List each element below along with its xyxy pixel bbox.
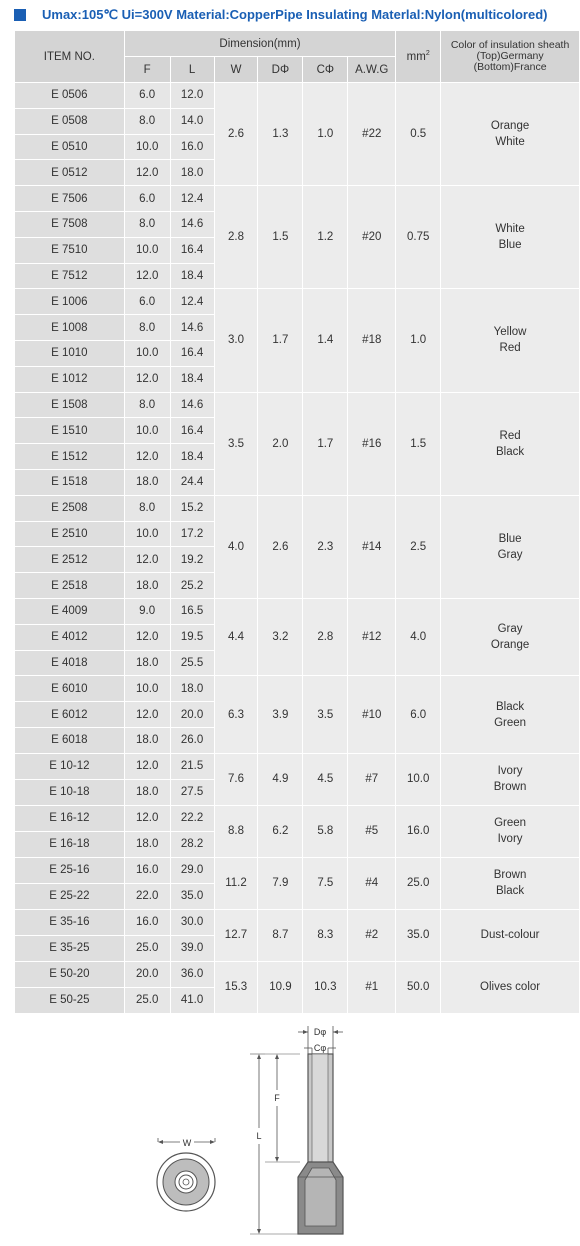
insulation-color-cell — [441, 961, 580, 1013]
item-no-cell: E 25-22 — [15, 883, 125, 909]
spec-table-body — [15, 83, 580, 1014]
w-cell: 6.3 — [214, 676, 258, 753]
item-no-cell: E 1518 — [15, 469, 125, 495]
insulation-color-cell — [441, 857, 580, 909]
d-cell: 8.7 — [258, 909, 303, 961]
awg-cell: #22 — [348, 83, 396, 186]
item-no-cell: E 10-18 — [15, 779, 125, 805]
header-item-no: ITEM NO. — [15, 31, 125, 83]
l-cell: 16.4 — [170, 340, 214, 366]
f-cell: 8.0 — [124, 315, 170, 341]
header-color — [441, 31, 580, 83]
l-cell: 41.0 — [170, 987, 214, 1013]
awg-cell: #2 — [348, 909, 396, 961]
header-f: F — [124, 57, 170, 83]
color-top: Blue — [498, 532, 522, 545]
item-no-cell: E 0510 — [15, 134, 125, 160]
f-cell: 12.0 — [124, 805, 170, 831]
awg-cell: #4 — [348, 857, 396, 909]
f-label: F — [274, 1093, 280, 1103]
table-row — [15, 186, 580, 212]
w-cell: 3.0 — [214, 289, 258, 392]
f-cell: 25.0 — [124, 987, 170, 1013]
f-cell: 10.0 — [124, 134, 170, 160]
d-cell: 1.7 — [258, 289, 303, 392]
f-cell: 6.0 — [124, 289, 170, 315]
l-cell: 35.0 — [170, 883, 214, 909]
color-bottom: Red — [499, 342, 521, 355]
l-cell: 17.2 — [170, 521, 214, 547]
item-no-cell: E 7506 — [15, 186, 125, 212]
table-row — [15, 83, 580, 109]
w-cell: 8.8 — [214, 805, 258, 857]
f-cell: 12.0 — [124, 160, 170, 186]
l-cell: 28.2 — [170, 831, 214, 857]
color-bottom: White — [495, 136, 525, 149]
item-no-cell: E 35-25 — [15, 935, 125, 961]
l-cell: 18.4 — [170, 444, 214, 470]
spec-table — [14, 30, 580, 1014]
insulation-color-cell — [441, 909, 580, 961]
color-top: Gray — [497, 623, 523, 636]
l-cell: 12.4 — [170, 289, 214, 315]
mm2-cell: 1.0 — [396, 289, 441, 392]
l-cell: 12.4 — [170, 186, 214, 212]
w-cell: 15.3 — [214, 961, 258, 1013]
w-cell: 3.5 — [214, 392, 258, 495]
table-row — [15, 857, 580, 883]
c-label: Cφ — [313, 1043, 327, 1053]
c-cell: 2.8 — [303, 598, 348, 675]
f-cell: 16.0 — [124, 909, 170, 935]
mm2-cell: 2.5 — [396, 495, 441, 598]
f-cell: 18.0 — [124, 727, 170, 753]
l-cell: 19.2 — [170, 547, 214, 573]
insulation-color-cell — [441, 186, 580, 289]
l-cell: 25.5 — [170, 650, 214, 676]
l-cell: 16.0 — [170, 134, 214, 160]
d-cell: 3.2 — [258, 598, 303, 675]
l-cell: 18.0 — [170, 160, 214, 186]
item-no-cell: E 0508 — [15, 108, 125, 134]
item-no-cell: E 16-18 — [15, 831, 125, 857]
item-no-cell: E 0512 — [15, 160, 125, 186]
insulation-color-cell — [441, 392, 580, 495]
l-cell: 21.5 — [170, 753, 214, 779]
mm2-cell: 0.5 — [396, 83, 441, 186]
table-row — [15, 598, 580, 624]
awg-cell: #7 — [348, 753, 396, 805]
awg-cell: #16 — [348, 392, 396, 495]
header-color-line3: (Bottom)France — [473, 61, 547, 73]
color-top: Yellow — [493, 326, 527, 339]
f-cell: 10.0 — [124, 418, 170, 444]
w-label: W — [182, 1138, 192, 1148]
f-cell: 18.0 — [124, 469, 170, 495]
item-no-cell: E 6018 — [15, 727, 125, 753]
l-cell: 16.5 — [170, 598, 214, 624]
color-bottom: Blue — [498, 239, 522, 252]
awg-cell: #12 — [348, 598, 396, 675]
insulation-color-cell — [441, 676, 580, 753]
header-c: CΦ — [303, 57, 348, 83]
awg-cell: #10 — [348, 676, 396, 753]
table-row — [15, 495, 580, 521]
l-cell: 14.6 — [170, 392, 214, 418]
end-view-drawing — [157, 1138, 215, 1211]
w-cell: 4.4 — [214, 598, 258, 675]
item-no-cell: E 1012 — [15, 366, 125, 392]
l-cell: 14.6 — [170, 315, 214, 341]
item-no-cell: E 2512 — [15, 547, 125, 573]
header-mm2-sup: 2 — [425, 50, 430, 58]
color-bottom: Gray — [497, 548, 523, 561]
item-no-cell: E 2510 — [15, 521, 125, 547]
item-no-cell: E 2518 — [15, 573, 125, 599]
table-row — [15, 805, 580, 831]
ferrule-diagram — [0, 1012, 580, 1246]
l-cell: 22.2 — [170, 805, 214, 831]
item-no-cell: E 25-16 — [15, 857, 125, 883]
side-view-drawing — [250, 1026, 343, 1234]
item-no-cell: E 10-12 — [15, 753, 125, 779]
l-cell: 25.2 — [170, 573, 214, 599]
mm2-cell: 25.0 — [396, 857, 441, 909]
awg-cell: #20 — [348, 186, 396, 289]
c-cell: 3.5 — [303, 676, 348, 753]
c-cell: 4.5 — [303, 753, 348, 805]
color-top: Red — [499, 429, 521, 442]
color-top: Green — [494, 817, 527, 830]
f-cell: 20.0 — [124, 961, 170, 987]
awg-cell: #14 — [348, 495, 396, 598]
f-cell: 10.0 — [124, 237, 170, 263]
f-cell: 18.0 — [124, 779, 170, 805]
item-no-cell: E 35-16 — [15, 909, 125, 935]
insulation-color-cell — [441, 83, 580, 186]
w-cell: 12.7 — [214, 909, 258, 961]
item-no-cell: E 50-25 — [15, 987, 125, 1013]
f-cell: 12.0 — [124, 753, 170, 779]
item-no-cell: E 4012 — [15, 624, 125, 650]
d-label: Dφ — [313, 1027, 327, 1037]
header-square-icon — [14, 9, 26, 21]
awg-cell: #1 — [348, 961, 396, 1013]
header-color-line2: (Top)Germany — [476, 50, 544, 62]
f-cell: 16.0 — [124, 857, 170, 883]
item-no-cell: E 6012 — [15, 702, 125, 728]
f-cell: 6.0 — [124, 83, 170, 109]
w-cell: 7.6 — [214, 753, 258, 805]
d-cell: 1.5 — [258, 186, 303, 289]
header-awg: A.W.G — [348, 57, 396, 83]
c-cell: 1.7 — [303, 392, 348, 495]
color-bottom: Orange — [490, 639, 530, 652]
color-bottom: Black — [496, 885, 525, 898]
table-row — [15, 289, 580, 315]
f-cell: 25.0 — [124, 935, 170, 961]
mm2-cell: 0.75 — [396, 186, 441, 289]
l-cell: 27.5 — [170, 779, 214, 805]
f-cell: 6.0 — [124, 186, 170, 212]
f-cell: 10.0 — [124, 521, 170, 547]
awg-cell: #5 — [348, 805, 396, 857]
d-cell: 6.2 — [258, 805, 303, 857]
item-no-cell: E 1512 — [15, 444, 125, 470]
f-cell: 12.0 — [124, 263, 170, 289]
w-cell: 2.8 — [214, 186, 258, 289]
insulation-color-cell — [441, 495, 580, 598]
l-cell: 14.6 — [170, 211, 214, 237]
insulation-color-cell — [441, 598, 580, 675]
d-cell: 4.9 — [258, 753, 303, 805]
f-cell: 12.0 — [124, 366, 170, 392]
l-cell: 18.0 — [170, 676, 214, 702]
color-top: Black — [496, 700, 525, 713]
l-cell: 20.0 — [170, 702, 214, 728]
l-cell: 24.4 — [170, 469, 214, 495]
item-no-cell: E 4009 — [15, 598, 125, 624]
color-bottom: Black — [496, 445, 525, 458]
header-w: W — [214, 57, 258, 83]
item-no-cell: E 6010 — [15, 676, 125, 702]
f-cell: 12.0 — [124, 444, 170, 470]
w-cell: 4.0 — [214, 495, 258, 598]
c-cell: 7.5 — [303, 857, 348, 909]
l-cell: 19.5 — [170, 624, 214, 650]
f-cell: 18.0 — [124, 650, 170, 676]
c-cell: 2.3 — [303, 495, 348, 598]
f-cell: 10.0 — [124, 676, 170, 702]
mm2-cell: 6.0 — [396, 676, 441, 753]
table-row — [15, 961, 580, 987]
l-cell: 16.4 — [170, 418, 214, 444]
c-cell: 8.3 — [303, 909, 348, 961]
l-cell: 39.0 — [170, 935, 214, 961]
item-no-cell: E 7508 — [15, 211, 125, 237]
item-no-cell: E 7510 — [15, 237, 125, 263]
header-l: L — [170, 57, 214, 83]
c-cell: 10.3 — [303, 961, 348, 1013]
f-cell: 8.0 — [124, 211, 170, 237]
l-cell: 18.4 — [170, 263, 214, 289]
header-dimension: Dimension(mm) — [124, 31, 396, 57]
c-cell: 1.2 — [303, 186, 348, 289]
d-cell: 2.0 — [258, 392, 303, 495]
item-no-cell: E 50-20 — [15, 961, 125, 987]
header-d: DΦ — [258, 57, 303, 83]
w-cell: 2.6 — [214, 83, 258, 186]
c-cell: 1.4 — [303, 289, 348, 392]
awg-cell: #18 — [348, 289, 396, 392]
d-cell: 2.6 — [258, 495, 303, 598]
page-header — [0, 0, 580, 32]
item-no-cell: E 4018 — [15, 650, 125, 676]
table-row — [15, 909, 580, 935]
f-cell: 12.0 — [124, 624, 170, 650]
c-cell: 1.0 — [303, 83, 348, 186]
l-cell: 12.0 — [170, 83, 214, 109]
f-cell: 9.0 — [124, 598, 170, 624]
item-no-cell: E 1006 — [15, 289, 125, 315]
l-cell: 16.4 — [170, 237, 214, 263]
insulation-color-cell — [441, 289, 580, 392]
header-mm2-unit: mm — [406, 50, 426, 63]
mm2-cell: 1.5 — [396, 392, 441, 495]
f-cell: 8.0 — [124, 495, 170, 521]
insulation-color-cell — [441, 805, 580, 857]
f-cell: 12.0 — [124, 702, 170, 728]
item-no-cell: E 1510 — [15, 418, 125, 444]
page-title: Umax:105℃ Ui=300V Material:CopperPipe Insulating Materlal:Nylon(multicolored) — [42, 7, 548, 22]
f-cell: 10.0 — [124, 340, 170, 366]
l-cell: 29.0 — [170, 857, 214, 883]
mm2-cell: 50.0 — [396, 961, 441, 1013]
d-cell: 3.9 — [258, 676, 303, 753]
f-cell: 8.0 — [124, 108, 170, 134]
l-cell: 15.2 — [170, 495, 214, 521]
item-no-cell: E 1010 — [15, 340, 125, 366]
color-top: Brown — [493, 869, 527, 882]
color-bottom: Brown — [493, 781, 527, 794]
color-bottom: Green — [494, 716, 527, 729]
header-color-line1: Color of insulation sheath — [450, 39, 570, 51]
l-cell: 26.0 — [170, 727, 214, 753]
f-cell: 12.0 — [124, 547, 170, 573]
color-top: Olives color — [480, 981, 541, 994]
item-no-cell: E 1008 — [15, 315, 125, 341]
color-top: Orange — [490, 120, 530, 133]
item-no-cell: E 7512 — [15, 263, 125, 289]
f-cell: 8.0 — [124, 392, 170, 418]
item-no-cell: E 2508 — [15, 495, 125, 521]
mm2-cell: 35.0 — [396, 909, 441, 961]
d-cell: 1.3 — [258, 83, 303, 186]
c-cell: 5.8 — [303, 805, 348, 857]
table-row — [15, 753, 580, 779]
color-top: White — [495, 223, 525, 236]
l-label: L — [256, 1131, 262, 1141]
f-cell: 18.0 — [124, 573, 170, 599]
mm2-cell: 4.0 — [396, 598, 441, 675]
mm2-cell: 10.0 — [396, 753, 441, 805]
l-cell: 36.0 — [170, 961, 214, 987]
color-top: Dust-colour — [480, 929, 540, 942]
item-no-cell: E 16-12 — [15, 805, 125, 831]
table-row — [15, 676, 580, 702]
f-cell: 18.0 — [124, 831, 170, 857]
l-cell: 18.4 — [170, 366, 214, 392]
l-cell: 30.0 — [170, 909, 214, 935]
item-no-cell: E 0506 — [15, 83, 125, 109]
color-bottom: Ivory — [497, 833, 523, 846]
d-cell: 10.9 — [258, 961, 303, 1013]
item-no-cell: E 1508 — [15, 392, 125, 418]
insulation-color-cell — [441, 753, 580, 805]
header-mm2 — [396, 31, 441, 83]
l-cell: 14.0 — [170, 108, 214, 134]
color-top: Ivory — [497, 765, 523, 778]
mm2-cell: 16.0 — [396, 805, 441, 857]
table-row — [15, 392, 580, 418]
w-cell: 11.2 — [214, 857, 258, 909]
f-cell: 22.0 — [124, 883, 170, 909]
d-cell: 7.9 — [258, 857, 303, 909]
